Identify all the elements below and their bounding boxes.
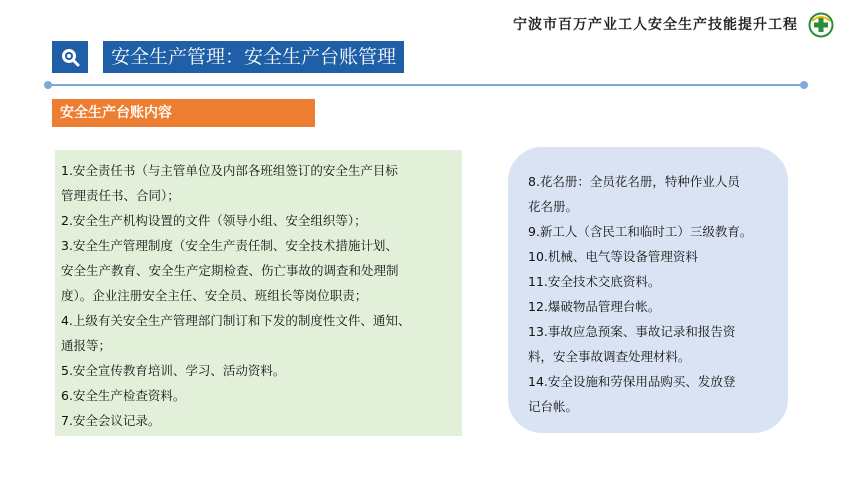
list-item: 花名册。: [528, 199, 579, 214]
title-icon-box: [52, 41, 88, 73]
list-item: 记台帐。: [528, 399, 579, 414]
list-item: 14.安全设施和劳保用品购买、发放登: [528, 374, 736, 389]
list-item: 13.事故应急预案、事故记录和报告资: [528, 324, 736, 339]
rule-dot-right: [800, 81, 808, 89]
list-item: 料，安全事故调查处理材料。: [528, 349, 691, 364]
list-item: 8.花名册：全员花名册，特种作业人员: [528, 174, 740, 189]
list-item: 12.爆破物品管理台帐。: [528, 299, 661, 314]
title-divider: [48, 84, 804, 86]
right-content-panel: [508, 147, 788, 433]
list-item: 5.安全宣传教育培训、学习、活动资料。: [61, 363, 286, 378]
left-content-panel: [55, 150, 462, 436]
list-item: 7.安全会议记录。: [61, 413, 161, 428]
green-cross-logo-icon: [808, 12, 834, 38]
list-item: 11.安全技术交底资料。: [528, 274, 661, 289]
list-item: 9.新工人（含民工和临时工）三级教育。: [528, 224, 753, 239]
list-item: 安全生产教育、安全生产定期检查、伤亡事故的调查和处理制: [61, 263, 399, 278]
banner-text: 宁波市百万产业工人安全生产技能提升工程: [513, 17, 798, 33]
search-icon: [60, 47, 80, 67]
section-heading: 安全生产台账内容: [52, 99, 315, 127]
list-item: 4.上级有关安全生产管理部门制订和下发的制度性文件、通知、: [61, 313, 411, 328]
list-item: 通报等；: [61, 338, 112, 353]
list-item: 3.安全生产管理制度（安全生产责任制、安全技术措施计划、: [61, 238, 398, 253]
list-item: 度）。企业注册安全主任、安全员、班组长等岗位职责；: [61, 288, 368, 303]
list-item: 10.机械、电气等设备管理资料: [528, 249, 698, 264]
page-title: 安全生产管理：安全生产台账管理: [103, 41, 404, 73]
list-item: 2.安全生产机构设置的文件（领导小组、安全组织等）；: [61, 213, 367, 228]
list-item: 6.安全生产检查资料。: [61, 388, 186, 403]
list-item: 管理责任书、合同）；: [61, 188, 180, 203]
list-item: 1.安全责任书（与主管单位及内部各班组签订的安全生产目标: [61, 163, 398, 178]
